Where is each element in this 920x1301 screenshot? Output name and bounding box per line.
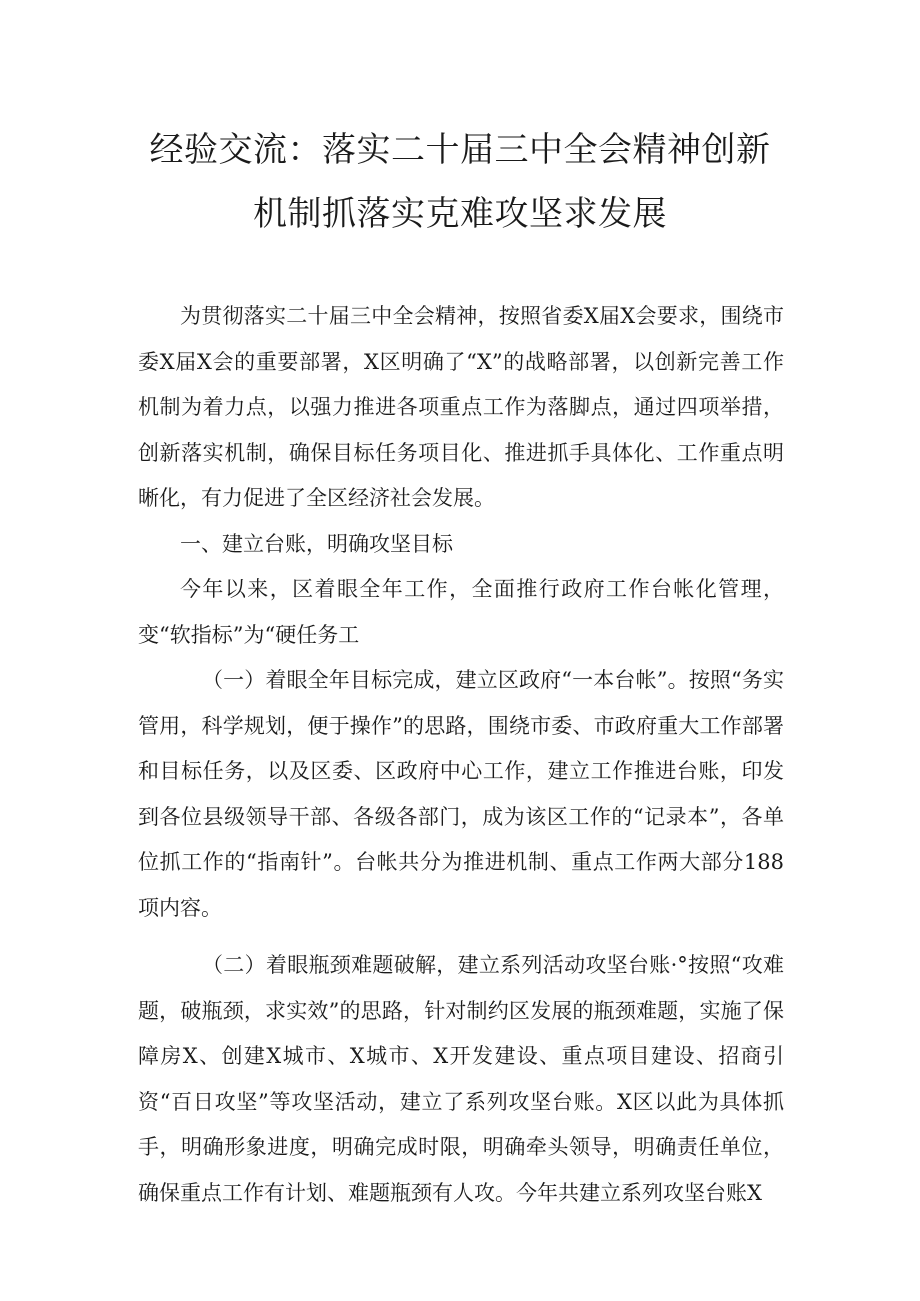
intro-paragraph: 为贯彻落实二十届三中全会精神，按照省委X届X会要求，围绕市委X届X会的重要部署，X区明确了“X”的战略部署，以创新完善工作机制为着力点，以强力推进各项重点工作为落脚点，通过四项举措，创新落实机制，确保目标任务项目化、推进抓手具体化、工作重点明晰化，有力促进了全区经济社会发展。: [138, 304, 784, 510]
paragraph-1: 今年以来，区着眼全年工作，全面推行政府工作台帐化管理，变“软指标”为“硬任务工: [138, 577, 784, 647]
document-body: [138, 294, 784, 1216]
paragraph-gap: [138, 931, 784, 943]
title-line-2: 机制抓落实克难攻坚求发展: [253, 194, 667, 234]
paragraph-2: （一）着眼全年目标完成，建立区政府“一本台帐”。按照“务实管用，科学规划，便于操作”的思路，围绕市委、市政府重大工作部署和目标任务，以及区委、区政府中心工作，建立工作推进台账，印发到各位县级领导干部、各级各部门，成为该区工作的“记录本”，各单位抓工作的“指南针”。台帐共分为推进机制、重点工作两大部分188项内容。: [138, 668, 784, 920]
document-title: [110, 118, 810, 246]
title-line-1: 经验交流：落实二十届三中全会精神创新: [149, 130, 771, 170]
section-heading-1: 一、建立台账，明确攻坚目标: [180, 531, 453, 556]
paragraph-3: （二）着眼瓶颈难题破解，建立系列活动攻坚台账·°按照“攻难题，破瓶颈，求实效”的思路，针对制约区发展的瓶颈难题，实施了保障房X、创建X城市、X城市、X开发建设、重点项目建设、招商引资“百日攻坚”等攻坚活动，建立了系列攻坚台账。X区以此为具体抓手，明确形象进度，明确完成时限，明确牵头领导，明确责任单位，确保重点工作有计划、难题瓶颈有人攻。今年共建立系列攻坚台账X: [138, 953, 784, 1205]
